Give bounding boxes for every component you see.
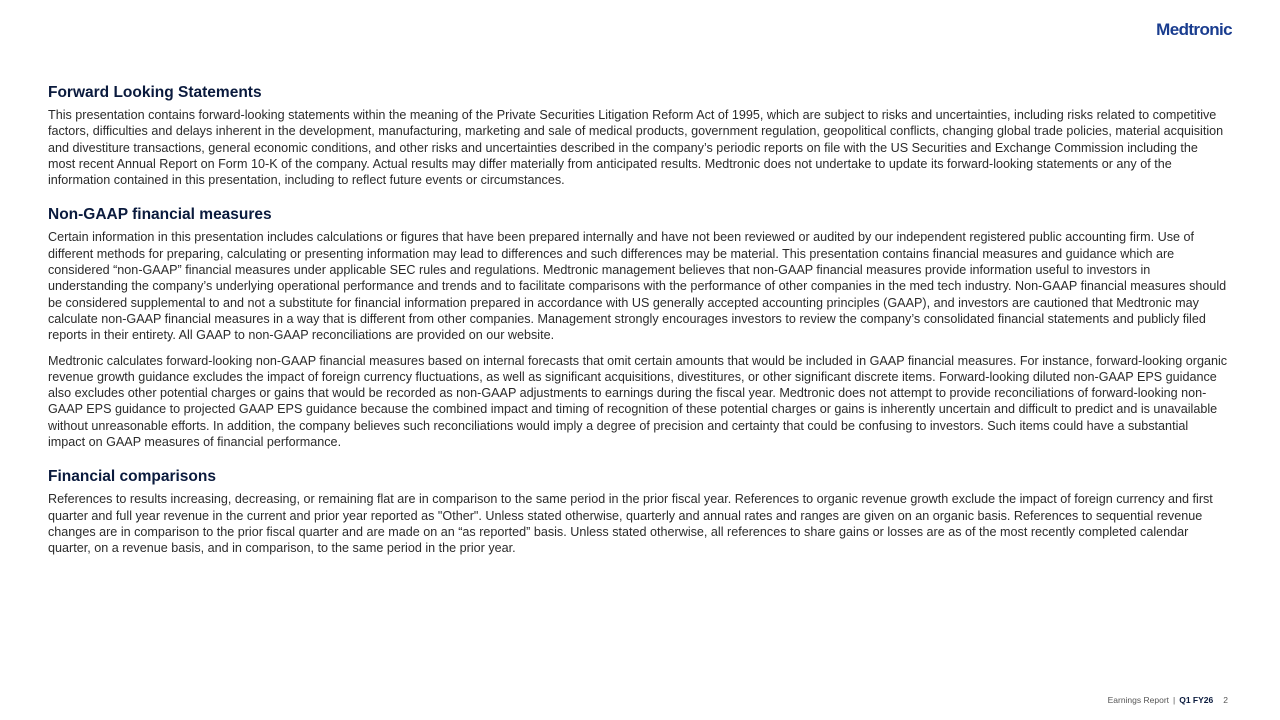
financial-comparisons-heading: Financial comparisons bbox=[48, 468, 216, 486]
non-gaap-section bbox=[48, 206, 1228, 450]
forward-looking-paragraph: This presentation contains forward-looking statements within the meaning of the Private Securities Litigation Reform Act of 1995, which are subject to risks and uncertainties, including risks related to competitive factors, difficulties and delays inherent in the development, manufacturing, marketing and sale of medical products, government regulation, geopolitical conflicts, changing global trade policies, material acquisition and divestiture transactions, general economic conditions, and other risks and uncertainties described in the company’s periodic reports on file with the US Securities and Exchange Commission including the most recent Annual Report on Form 10-K of the company. Actual results may differ materially from anticipated results. Medtronic does not undertake to update its forward-looking statements or any of the information contained in this presentation, including to reflect future events or circumstances. bbox=[48, 108, 1224, 188]
slide-footer bbox=[1108, 695, 1228, 705]
financial-comparisons-section bbox=[48, 468, 1228, 556]
non-gaap-paragraph-1: Certain information in this presentation includes calculations or figures that have been prepared internally and have not been reviewed or audited by our independent registered public accounting firm. Use of different methods for preparing, calculating or presenting information may lead to differences and such differences may be material. This presentation contains financial measures and guidance which are considered “non-GAAP” financial measures under applicable SEC rules and regulations. Medtronic management believes that non-GAAP financial measures provide information useful to investors in understanding the company’s underlying operational performance and trends and to facilitate comparisons with the performance of other companies in the med tech industry. Non-GAAP financial measures should be considered supplemental to and not a substitute for financial information prepared in accordance with US generally accepted accounting principles (GAAP), and investors are cautioned that Medtronic may calculate non-GAAP financial measures in a way that is different from other companies. Management strongly encourages investors to review the company’s consolidated financial statements and publicly filed reports in their entirety. All GAAP to non-GAAP reconciliations are provided on our website. bbox=[48, 230, 1227, 343]
non-gaap-paragraph-2: Medtronic calculates forward-looking non-GAAP financial measures based on internal forecasts that omit certain amounts that would be included in GAAP financial measures. For instance, forward-looking organic revenue growth guidance excludes the impact of foreign currency fluctuations, as well as significant acquisitions, divestitures, or other significant discrete items. Forward-looking diluted non-GAAP EPS guidance also excludes other potential charges or gains that would be recorded as non-GAAP adjustments to earnings during the fiscal year. Medtronic does not attempt to provide reconciliations of forward-looking non-GAAP EPS guidance to projected GAAP EPS guidance because the combined impact and timing of recognition of these potential charges or gains is inherently uncertain and difficult to predict and is unavailable without unreasonable efforts. In addition, the company believes such reconciliations would imply a degree of precision and certainty that could be confusing to investors. Such items could have a substantial impact on GAAP measures of financial performance. bbox=[48, 353, 1228, 450]
non-gaap-heading: Non-GAAP financial measures bbox=[48, 206, 272, 224]
footer-quarter: Q1 FY26 bbox=[1179, 695, 1214, 705]
footer-separator: | bbox=[1173, 695, 1176, 705]
page-number: 2 bbox=[1223, 695, 1228, 705]
forward-looking-heading: Forward Looking Statements bbox=[48, 84, 262, 101]
disclaimer-content bbox=[48, 84, 1228, 557]
medtronic-logo: Medtronic bbox=[1156, 20, 1232, 39]
footer-report-label: Earnings Report bbox=[1107, 695, 1170, 705]
financial-comparisons-paragraph: References to results increasing, decreasing, or remaining flat are in comparison to the same period in the prior fiscal year. References to organic revenue growth exclude the impact of foreign currency and first quarter and full year revenue in the current and prior year reported as "Other". Unless stated otherwise, quarterly and annual rates and ranges are given on an organic basis. References to sequential revenue changes are in comparison to the prior fiscal quarter and are made on an “as reported” basis. Unless stated otherwise, all references to share gains or losses are as of the most recently completed calendar quarter, on a revenue basis, and in comparison, to the same period in the prior year. bbox=[48, 492, 1213, 556]
forward-looking-section bbox=[48, 84, 1228, 188]
